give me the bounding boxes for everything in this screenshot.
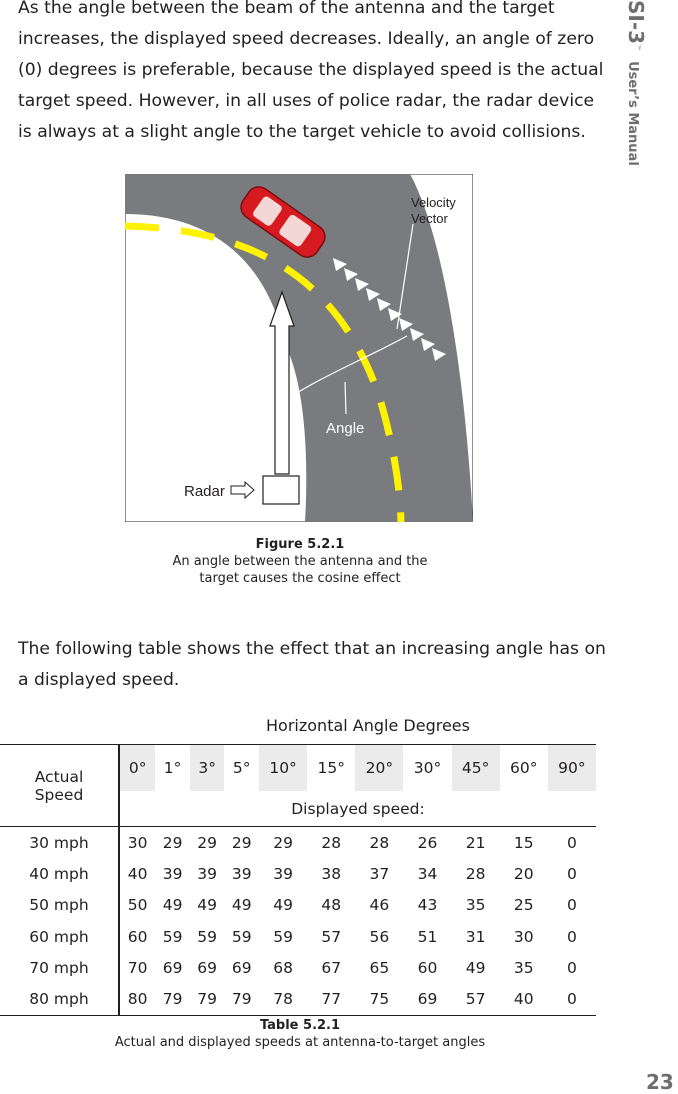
displayed-speed-cell: 79 (155, 983, 190, 1015)
actual-speed-cell: 80 mph (0, 983, 119, 1015)
table-row (0, 827, 596, 859)
displayed-speed-cell: 50 (127, 896, 148, 915)
displayed-speed-cell: 57 (321, 927, 342, 946)
angle-header-cell: 90° (548, 745, 596, 792)
actual-speed-cell: 70 mph (0, 952, 119, 983)
page-number: 23 (646, 1070, 674, 1094)
displayed-speed-cell: 0 (566, 896, 577, 915)
displayed-speed-cell: 20 (513, 864, 534, 883)
displayed-speed-cell: 26 (417, 833, 438, 852)
angle-label: Angle (326, 420, 365, 437)
displayed-speed-cell: 15 (513, 833, 534, 852)
displayed-speed-cell: 40 (500, 983, 548, 1015)
table-caption-title: Table 5.2.1 (259, 1018, 341, 1033)
displayed-speed-cell: 59 (197, 927, 218, 946)
displayed-speed-cell: 39 (231, 864, 252, 883)
table-caption-text: Actual and displayed speeds at antenna-to-target angles (114, 1035, 486, 1050)
sidebar-label (624, 0, 648, 166)
velocity-label-line1: Velocity (411, 195, 456, 210)
velocity-label-line2: Vector (411, 211, 448, 226)
angle-header-cell: 0° (119, 745, 155, 792)
displayed-speed-cell: 69 (231, 958, 252, 977)
manual-title: User’s Manual (625, 61, 640, 166)
displayed-speed-cell: 68 (273, 958, 293, 977)
angle-header-cell: 30° (403, 745, 451, 792)
displayed-speed-cell: 49 (162, 896, 183, 915)
angle-header-cell: 10° (259, 745, 307, 792)
table-row (0, 858, 596, 889)
displayed-speed-cell: 65 (369, 958, 390, 977)
displayed-speed-cell: 46 (369, 896, 390, 915)
displayed-speed-cell: 67 (321, 958, 342, 977)
displayed-speed-cell: 48 (321, 896, 342, 915)
table-row (0, 983, 596, 1015)
displayed-speed-cell: 39 (162, 864, 183, 883)
displayed-speed-cell: 51 (417, 927, 438, 946)
displayed-speed-cell: 49 (465, 958, 486, 977)
displayed-speed-cell: 29 (273, 833, 293, 852)
table-row (0, 921, 596, 952)
displayed-speed-cell: 49 (231, 896, 252, 915)
table-title: Horizontal Angle Degrees (266, 716, 470, 735)
displayed-speed-cell: 69 (403, 983, 451, 1015)
actual-speed-cell: 60 mph (0, 921, 119, 952)
figure-caption (100, 536, 500, 587)
displayed-speed-cell: 29 (231, 833, 252, 852)
displayed-speed-cell: 56 (369, 927, 390, 946)
displayed-speed-cell: 34 (417, 864, 438, 883)
displayed-speed-cell: 60 (417, 958, 438, 977)
displayed-speed-cell: 59 (162, 927, 183, 946)
displayed-speed-cell: 28 (369, 833, 390, 852)
displayed-speed-cell: 39 (197, 864, 218, 883)
intro-paragraph: As the angle between the beam of the antenna and the target increases, the displayed speed decreases. Ideally, an angle of zero (0) degrees is preferable, because the displayed speed is the actual target speed. However, in all uses of police radar, the radar device is always at a slight angle to the target vehicle to avoid collisions. (18, 0, 604, 142)
displayed-speed-cell: 35 (513, 958, 534, 977)
displayed-speed-cell: 0 (566, 833, 577, 852)
displayed-speed-cell: 43 (417, 896, 438, 915)
table-row (0, 890, 596, 921)
displayed-speed-cell: 0 (548, 983, 596, 1015)
angle-header-cell: 15° (307, 745, 355, 792)
row-header-line1: Actual (34, 767, 84, 786)
displayed-speed-cell: 49 (197, 896, 218, 915)
displayed-speed-cell: 21 (465, 833, 486, 852)
table-caption (40, 1017, 560, 1051)
angle-header-row (0, 745, 596, 792)
displayed-speed-cell: 29 (197, 833, 218, 852)
speed-table (0, 744, 596, 1016)
displayed-speed-cell: 79 (190, 983, 225, 1015)
table-intro-paragraph: The following table shows the effect that an increasing angle has on a displayed speed. (18, 639, 606, 690)
displayed-speed-cell: 25 (513, 896, 534, 915)
displayed-speed-cell: 57 (452, 983, 500, 1015)
angle-header-cell: 20° (355, 745, 403, 792)
figure-caption-line1: An angle between the antenna and the (172, 554, 428, 569)
displayed-speed-cell: 28 (465, 864, 486, 883)
displayed-speed-label: Displayed speed: (119, 791, 596, 827)
angle-header-cell: 45° (452, 745, 500, 792)
angle-header-cell: 1° (155, 745, 190, 792)
displayed-speed-cell: 59 (273, 927, 293, 946)
displayed-speed-cell: 69 (162, 958, 183, 977)
displayed-speed-cell: 35 (465, 896, 486, 915)
displayed-speed-cell: 79 (224, 983, 259, 1015)
displayed-speed-cell: 49 (273, 896, 293, 915)
page-sidebar (624, 0, 678, 166)
row-header-cell (0, 745, 119, 827)
angle-header-cell: 3° (190, 745, 225, 792)
displayed-speed-cell: 0 (566, 958, 577, 977)
displayed-speed-cell: 29 (162, 833, 183, 852)
figure-caption-line2: target causes the cosine effect (199, 571, 401, 586)
displayed-speed-cell: 69 (197, 958, 218, 977)
displayed-speed-cell: 70 (127, 958, 148, 977)
displayed-speed-cell: 80 (119, 983, 155, 1015)
displayed-speed-cell: 38 (321, 864, 342, 883)
displayed-speed-cell: 31 (465, 927, 486, 946)
displayed-speed-cell: 28 (321, 833, 342, 852)
displayed-speed-cell: 60 (127, 927, 148, 946)
actual-speed-cell: 50 mph (0, 890, 119, 921)
displayed-speed-cell: 0 (566, 927, 577, 946)
angle-header-cell: 5° (224, 745, 259, 792)
trademark: ™ (633, 44, 642, 52)
displayed-speed-cell: 30 (513, 927, 534, 946)
displayed-speed-cell: 30 (127, 833, 148, 852)
brand-name: SI-3 (624, 0, 648, 45)
displayed-speed-cell: 59 (231, 927, 252, 946)
radar-unit (263, 476, 299, 504)
figure-caption-title: Figure 5.2.1 (255, 537, 345, 552)
displayed-speed-cell: 40 (127, 864, 148, 883)
displayed-speed-cell: 78 (259, 983, 307, 1015)
cosine-effect-figure (125, 174, 473, 522)
table-row (0, 952, 596, 983)
displayed-speed-cell: 0 (566, 864, 577, 883)
displayed-speed-cell: 37 (369, 864, 390, 883)
actual-speed-cell: 40 mph (0, 858, 119, 889)
radar-label: Radar (184, 483, 225, 500)
displayed-speed-cell: 39 (273, 864, 293, 883)
row-header-line2: Speed (34, 785, 84, 804)
actual-speed-cell: 30 mph (0, 827, 119, 859)
angle-header-cell: 60° (500, 745, 548, 792)
displayed-speed-cell: 75 (355, 983, 403, 1015)
displayed-speed-cell: 77 (307, 983, 355, 1015)
